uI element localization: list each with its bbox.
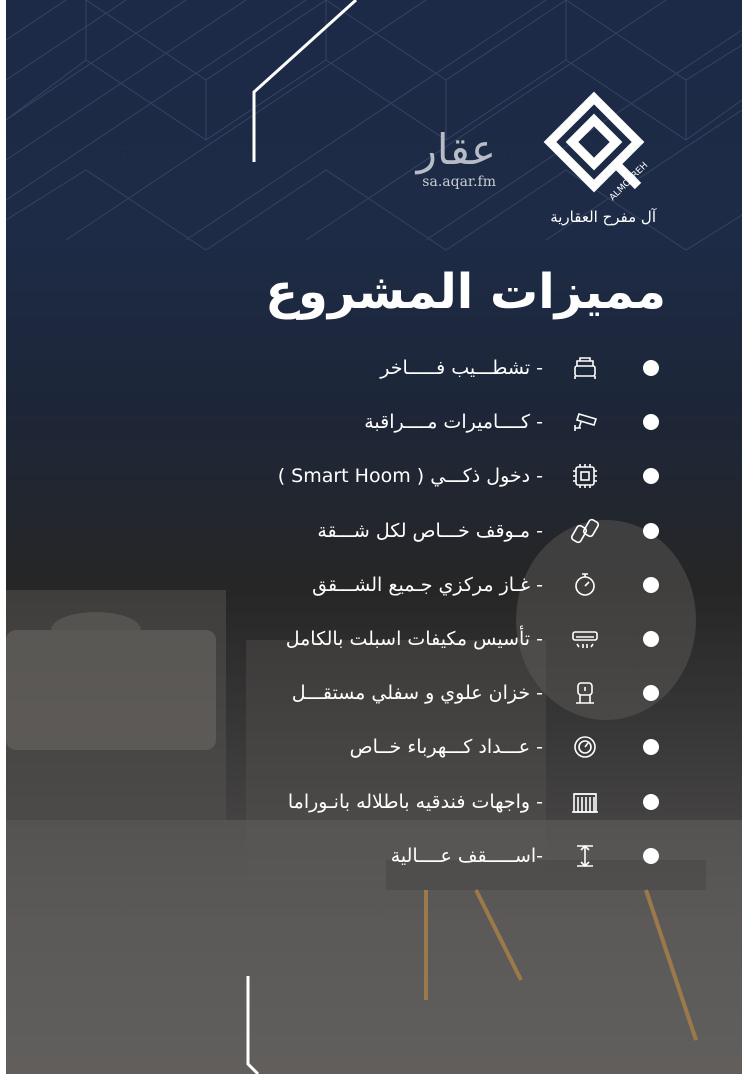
feature-label: - خزان علوي و سفلي مستقـــل [291, 682, 543, 705]
meter-icon [571, 733, 599, 761]
bullet-icon [643, 685, 659, 701]
feature-item [231, 780, 681, 834]
feature-item [231, 725, 681, 779]
frame-line-top [246, 0, 366, 165]
almofreh-latin-text: ALMOFREH [607, 160, 651, 203]
feature-label: - واجهات فندقيه باطلاله بانـوراما [287, 790, 543, 813]
bullet-icon [643, 468, 659, 484]
water-tank-icon [571, 679, 599, 707]
ceiling-icon [571, 842, 599, 870]
feature-label: - تأسيس مكيفات اسبلت بالكامل [285, 627, 543, 650]
feature-label: - تشطـــيب فـــــاخر [380, 357, 543, 379]
feature-item [231, 454, 681, 508]
ac-icon [571, 625, 599, 653]
feature-list [231, 346, 681, 888]
aqar-wordmark: عقار [416, 125, 496, 174]
aqar-logo [378, 125, 496, 190]
feature-label: -اســـــقف عــــالية [390, 844, 543, 867]
feature-item [231, 671, 681, 725]
facade-icon [571, 788, 599, 816]
parking-icon [571, 517, 599, 545]
feature-label: - مـوقف خـــاص لكل شـــقة [317, 519, 543, 542]
feature-label: - دخول ذكـــي ( Smart Hoom ) [277, 465, 543, 488]
bullet-icon [643, 577, 659, 593]
feature-item [231, 617, 681, 671]
bullet-icon [643, 631, 659, 647]
feature-label: - عـــداد كـــهرباء خــاص [349, 736, 543, 759]
page-title: مميزات المشروع [265, 264, 666, 320]
smart-home-icon [571, 462, 599, 490]
aqar-url: sa.aqar.fm [422, 174, 496, 190]
bullet-icon [643, 848, 659, 864]
feature-label: - غـاز مركزي جـميع الشـــقق [312, 573, 543, 596]
bullet-icon [643, 414, 659, 430]
camera-icon [571, 408, 599, 436]
feature-item [231, 346, 681, 400]
gas-icon [571, 571, 599, 599]
feature-label: - كــــاميرات مــــراقبة [364, 411, 543, 434]
company-name: آل مفرح العقارية [550, 208, 656, 226]
poster [6, 0, 742, 1074]
feature-item [231, 400, 681, 454]
feature-item [231, 834, 681, 888]
bullet-icon [643, 794, 659, 810]
feature-item [231, 563, 681, 617]
bullet-icon [643, 523, 659, 539]
finishing-icon [571, 354, 599, 382]
feature-item [231, 509, 681, 563]
bullet-icon [643, 360, 659, 376]
almofreh-logo [534, 86, 654, 206]
bullet-icon [643, 739, 659, 755]
frame-line-bottom [244, 976, 284, 1074]
